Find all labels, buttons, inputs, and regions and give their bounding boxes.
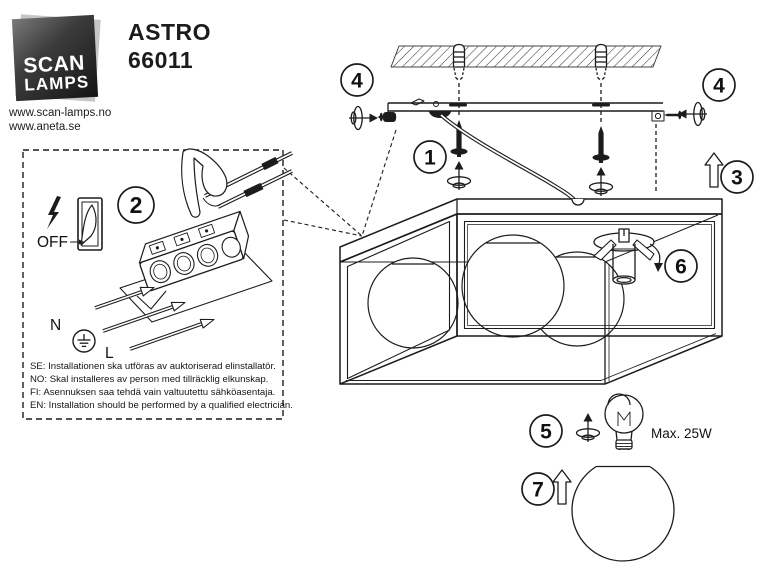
logo-text-top: SCAN — [22, 51, 86, 78]
rotate-icon — [577, 413, 600, 442]
step-4-badge-right — [703, 69, 735, 101]
terminal-block — [134, 211, 255, 291]
max-wattage-label: Max. 25W — [651, 426, 712, 441]
svg-text:4: 4 — [713, 74, 725, 98]
step-2-badge — [118, 187, 154, 223]
spare-globe — [572, 450, 674, 561]
step-5-badge — [530, 415, 562, 447]
side-screw-right — [664, 111, 683, 120]
rotate-icon — [349, 107, 378, 130]
live-label: L — [105, 345, 114, 362]
ceiling-section — [391, 46, 661, 67]
arrow-up-icon — [553, 470, 571, 504]
lightning-icon — [47, 196, 61, 229]
website-1: www.scan-lamps.no — [9, 107, 112, 119]
glass-globes — [368, 235, 624, 348]
wall-anchor-left — [454, 45, 465, 80]
product-name: ASTRO — [128, 19, 211, 45]
wire-arrows — [95, 283, 215, 349]
step-3-badge — [721, 161, 753, 193]
arrow-up-icon — [705, 153, 723, 187]
neutral-label: N — [50, 317, 62, 334]
power-switch — [70, 198, 102, 250]
svg-text:4: 4 — [351, 69, 363, 93]
svg-text:1: 1 — [424, 146, 436, 170]
mains-cable — [441, 115, 576, 202]
mounting-bracket — [383, 99, 664, 122]
wall-anchor-right — [596, 45, 607, 80]
step-6-badge — [665, 250, 697, 282]
rotate-icon — [590, 167, 613, 196]
svg-text:3: 3 — [731, 166, 743, 190]
step-4-badge-left — [341, 64, 373, 96]
callout-rays — [284, 130, 396, 236]
warning-line-fi: FI: Asennuksen saa tehdä vain valtuutettu sähköasentaja. — [30, 387, 276, 398]
step-7-badge — [522, 473, 554, 505]
warning-line-no: NO: Skal installeres av person med tillräcklig elkunskap. — [30, 374, 269, 385]
svg-text:2: 2 — [129, 192, 143, 218]
off-label: OFF — [37, 234, 68, 251]
svg-text:7: 7 — [532, 478, 544, 502]
warning-line-se: SE: Installationen ska utföras av auktoriserad elinstallatör. — [30, 361, 276, 372]
rotate-icon — [448, 161, 471, 190]
cable-notch — [572, 199, 584, 205]
svg-text:5: 5 — [540, 420, 552, 444]
warning-line-en: EN: Installation should be performed by a qualified electrician. — [30, 400, 293, 411]
step-1-badge — [414, 141, 446, 173]
bracket-screw-right — [593, 126, 610, 163]
website-2: www.aneta.se — [9, 121, 81, 133]
product-code: 66011 — [128, 47, 194, 73]
logo-text-bottom: LAMPS — [23, 72, 90, 95]
cable-grommet — [429, 111, 451, 118]
earth-icon — [73, 330, 95, 352]
svg-text:6: 6 — [675, 255, 687, 279]
